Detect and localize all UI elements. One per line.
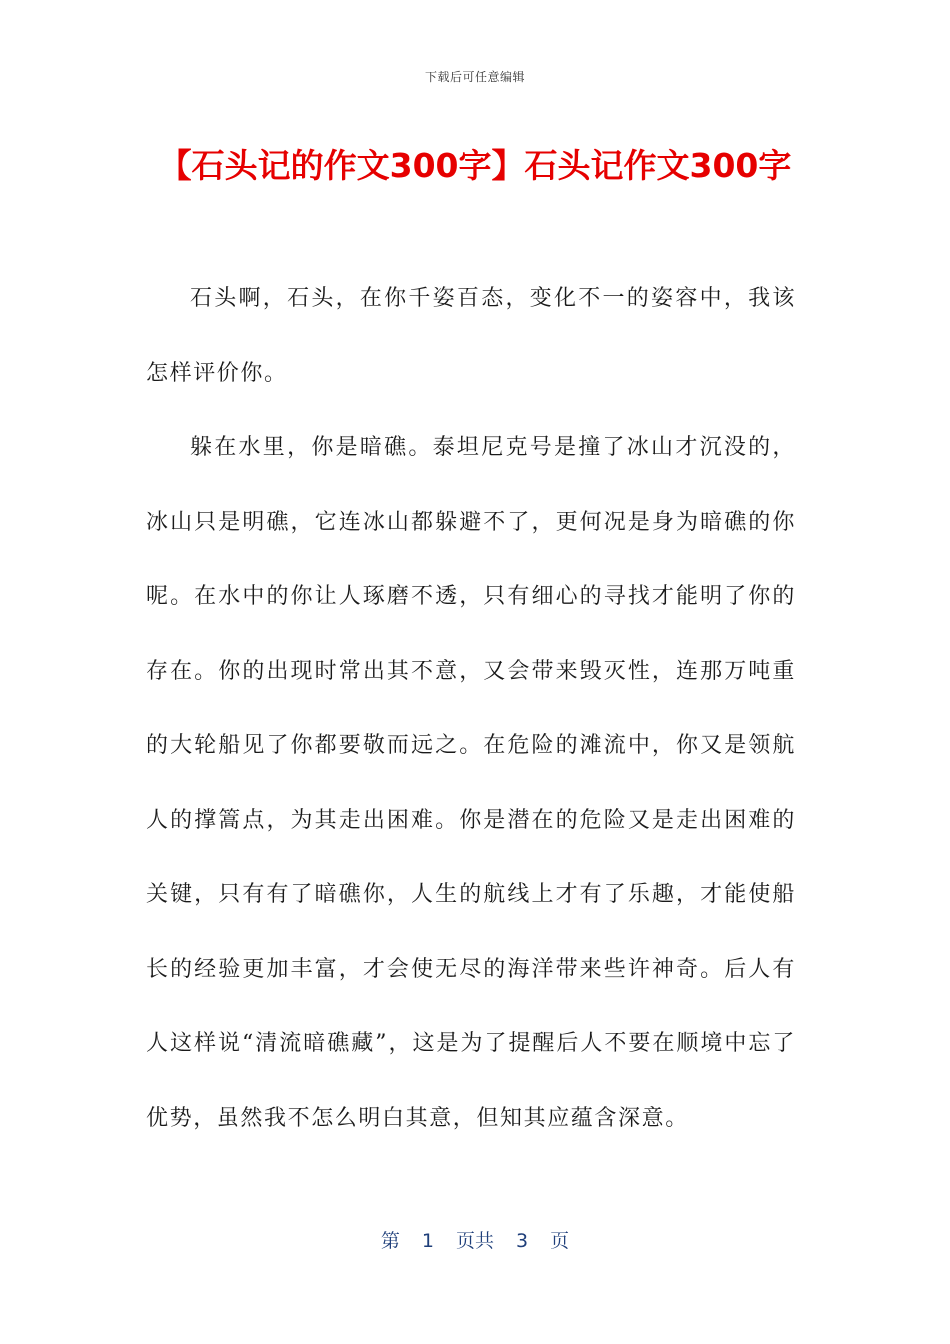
footer-current-page: 1 — [421, 1230, 434, 1252]
document-title: 【石头记的作文300字】石头记作文300字 — [158, 146, 792, 185]
footer-prefix: 第 — [380, 1230, 400, 1252]
footer-middle: 页共 — [455, 1230, 494, 1252]
footer-suffix: 页 — [550, 1230, 570, 1252]
paragraph-1: 石头啊，石头，在你千姿百态，变化不一的姿容中，我该怎样评价你。 — [146, 286, 796, 386]
footer-total-pages: 3 — [516, 1230, 529, 1252]
header-note: 下载后可任意编辑 — [424, 70, 525, 84]
paragraph-2: 躲在水里，你是暗礁。泰坦尼克号是撞了冰山才沉没的，冰山只是明礁，它连冰山都躲避不了，更何况是身为暗礁的你呢。在水中的你让人琢磨不透，只有细心的寻找才能明了你的存在。你的出现时常出其不意，又会带来毁灭性，连那万吨重的大轮船见了你都要敬而远之。在危险的滩流中，你又是领航人的撑篙点，为其走出困难。你是潜在的危险又是走出困难的关键，只有有了暗礁你，人生的航线上才有了乐趣，才能使船长的经验更加丰富，才会使无尽的海洋带来些许神奇。后人有人这样说“清流暗礁藏”，这是为了提醒后人不要在顺境中忘了优势，虽然我不怎么明白其意，但知其应蕴含深意。 — [146, 435, 796, 1131]
page-footer — [0, 1226, 950, 1253]
document-body — [146, 262, 796, 1156]
